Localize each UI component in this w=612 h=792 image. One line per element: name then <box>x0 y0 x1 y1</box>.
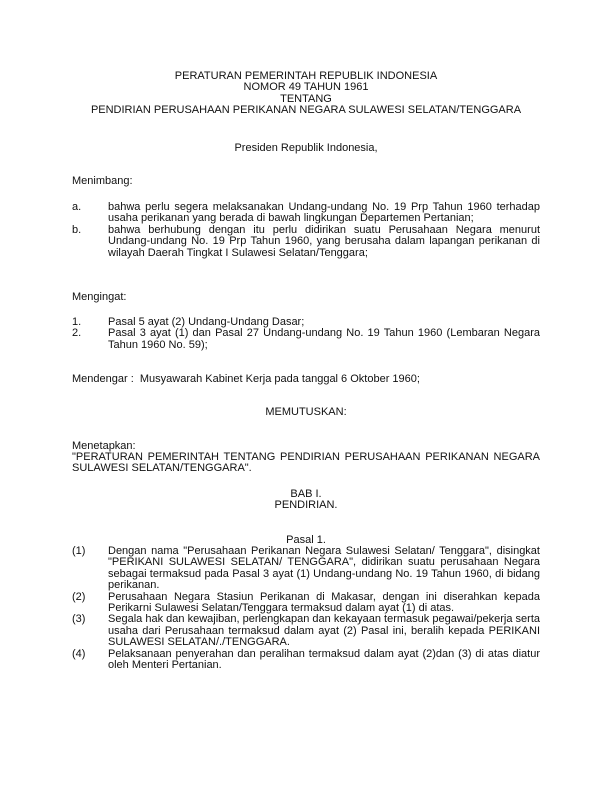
mendengar-line: Mendengar : Musyawarah Kabinet Kerja pada tanggal 6 Oktober 1960; <box>72 373 420 385</box>
item-label: b. <box>72 223 82 236</box>
item-text: Pasal 3 ayat (1) dan Pasal 27 Undang-undang No. 19 Tahun 1960 (Lembaran Negara Tahun 1960 No. 59); <box>108 327 540 351</box>
item-label: 1. <box>72 316 82 328</box>
menetapkan-text: "PERATURAN PEMERINTAH TENTANG PENDIRIAN PERUSAHAAN PERIKANAN NEGARA SULAWESI SELATAN/TENGGARA". <box>72 451 540 475</box>
bab-heading <box>72 489 540 512</box>
item-text: Segala hak dan kewajiban, perlengkapan dan kekayaan termasuk pegawai/pekerja serta usaha dari Perusahaan termaksud dalam ayat (2) Pasal ini, beralih kepada PERIKANI SULAWESI SELATAN/./TENGGARA. <box>108 613 540 649</box>
menimbang-heading: Menimbang: <box>72 175 133 187</box>
mengingat-heading: Mengingat: <box>72 291 127 303</box>
title-line: TENTANG <box>280 92 332 105</box>
menimbang-list <box>72 202 540 259</box>
menetapkan-heading: Menetapkan: <box>72 440 136 452</box>
pasal1-list <box>72 546 540 671</box>
list-item <box>72 202 540 225</box>
list-item <box>72 614 540 648</box>
list-item <box>72 546 540 592</box>
item-label: (2) <box>72 590 86 603</box>
item-text: Perusahaan Negara Stasiun Perikanan di Makasar, dengan ini diserahkan kepada Perikarni Sulawesi Selatan/Tenggara termaksud dalam ayat (1) di atas. <box>108 590 540 615</box>
mengingat-list <box>72 317 540 351</box>
bab-number: BAB I. <box>290 488 322 500</box>
title-line: PENDIRIAN PERUSAHAAN PERIKANAN NEGARA SULAWESI SELATAN/TENGGARA <box>90 104 522 117</box>
document-title <box>72 71 540 117</box>
item-label: (1) <box>72 545 86 557</box>
item-text: Pasal 5 ayat (2) Undang-Undang Dasar; <box>108 316 305 328</box>
list-item <box>72 649 540 672</box>
item-label: (4) <box>72 647 86 660</box>
item-text: Pelaksanaan penyerahan dan peralihan termaksud dalam ayat (2)dan (3) di atas diatur oleh Menteri Pertanian. <box>108 647 540 672</box>
title-line: PERATURAN PEMERINTAH REPUBLIK INDONESIA <box>174 70 438 82</box>
item-label: (3) <box>72 613 86 626</box>
item-text: Dengan nama "Perusahaan Perikanan Negara Sulawesi Selatan/ Tenggara", disingkat "PERIKANI SULAWESI SELATAN/ TENGGARA", didirikan suatu perusahaan Negara sebagai termaksud pada Pasal 3 ayat (1) Undang-undang No. 19 Tahun 1960, di bidang perikanan. <box>108 545 540 592</box>
list-item <box>72 592 540 615</box>
item-text: bahwa perlu segera melaksanakan Undang-undang No. 19 Prp Tahun 1960 terhadap usaha perikanan yang berada di bawah lingkungan Departemen Pertanian; <box>108 201 540 225</box>
bab-title: PENDIRIAN. <box>274 499 338 512</box>
list-item <box>72 328 540 351</box>
memutuskan-heading: MEMUTUSKAN: <box>265 406 347 418</box>
item-label: a. <box>72 201 82 213</box>
list-item <box>72 225 540 259</box>
title-line: NOMOR 49 TAHUN 1961 <box>243 81 369 94</box>
item-text: bahwa berhubung dengan itu perlu didirikan suatu Perusahaan Negara menurut Undang-undang No. 19 Prp Tahun 1960, yang berusaha dalam lapangan perikanan di wilayah Daerah Tingkat I Sulawesi Selatan/Tenggara; <box>108 223 540 259</box>
pasal-heading: Pasal 1. <box>286 534 326 546</box>
item-label: 2. <box>72 327 82 340</box>
president-line: Presiden Republik Indonesia, <box>234 142 378 154</box>
